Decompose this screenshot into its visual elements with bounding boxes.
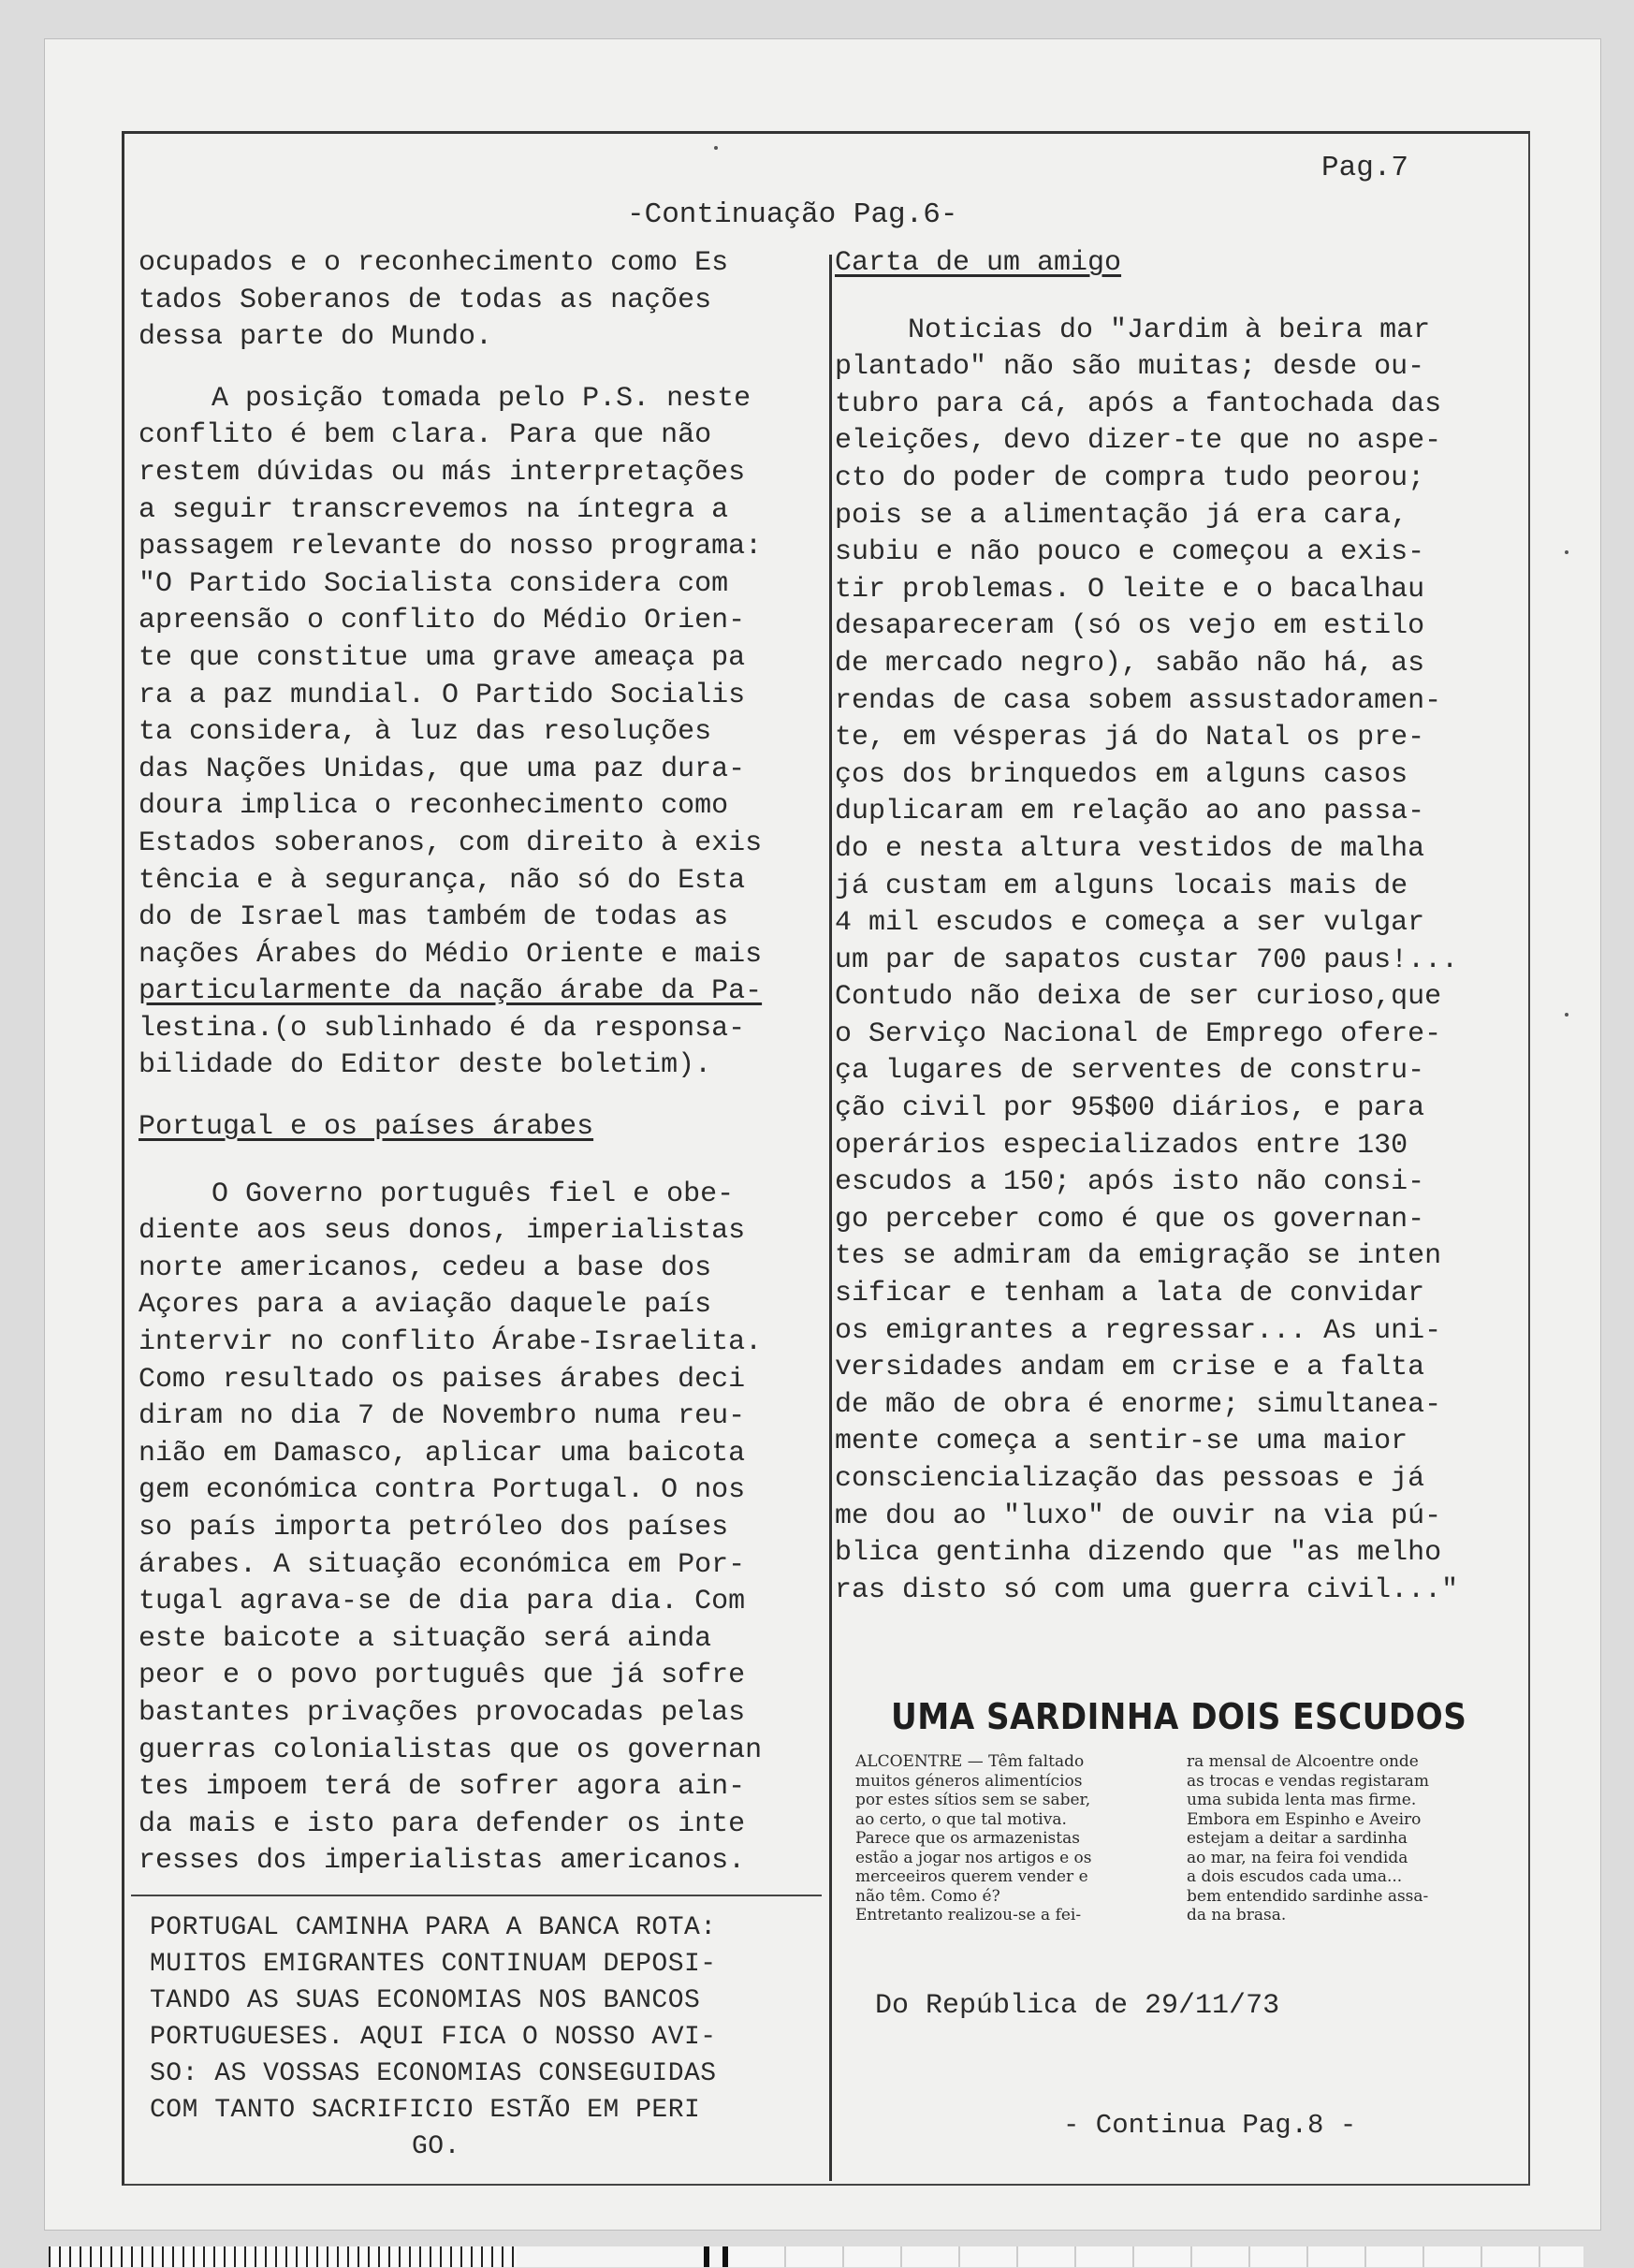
text-line: o Serviço Nacional de Emprego ofere-: [835, 1017, 1442, 1050]
clipping-headline: UMA SARDINHA DOIS ESCUDOS: [891, 1696, 1467, 1737]
text-line: intervir no conflito Árabe-Israelita.: [139, 1326, 763, 1359]
section-heading: Portugal e os países árabes: [139, 1111, 594, 1144]
text-line: tir problemas. O leite e o bacalhau: [835, 573, 1425, 606]
text-line: O Governo português fiel e obe-: [212, 1178, 735, 1210]
clipping-line: da na brasa.: [1187, 1906, 1287, 1924]
text-line: já custam em alguns locais mais de: [835, 870, 1408, 902]
text-line: um par de sapatos custar 700 paus!...: [835, 944, 1459, 976]
text-line: plantado" não são muitas; desde ou-: [835, 351, 1425, 384]
text-line: ta considera, à luz das resoluções: [139, 716, 712, 749]
text-line: operários especializados entre 130: [835, 1129, 1408, 1162]
right-column: [835, 245, 1509, 1609]
text-line: do de Israel mas também de todas as: [139, 901, 729, 934]
notice-line: SO: AS VOSSAS ECONOMIAS CONSEGUIDAS: [150, 2059, 717, 2088]
column-divider: [829, 255, 832, 2181]
clipping-line: Entretanto realizou-se a fei-: [855, 1906, 1082, 1924]
clipping-line: por estes sítios sem se saber,: [855, 1791, 1091, 1809]
text-line: doura implica o reconhecimento como: [139, 790, 729, 823]
ink-speck: [1565, 1013, 1568, 1017]
clipping-source: Do República de 29/11/73: [875, 1990, 1280, 2022]
bank-notice: [150, 1910, 824, 2165]
clipping-line: ao mar, na feira foi vendida: [1187, 1848, 1408, 1867]
notice-line: TANDO AS SUAS ECONOMIAS NOS BANCOS: [150, 1986, 701, 2015]
text-line: tência e à segurança, não só do Esta: [139, 864, 746, 897]
clipping-line: merceeiros querem vender e: [855, 1867, 1088, 1886]
text-line: escudos a 150; após isto não consi-: [835, 1166, 1425, 1199]
text-line: consciencialização das pessoas e já: [835, 1463, 1425, 1495]
text-line: do e nesta altura vestidos de malha: [835, 832, 1425, 865]
clipping-line: Parece que os armazenistas: [855, 1829, 1080, 1848]
notice-line: PORTUGUESES. AQUI FICA O NOSSO AVI-: [150, 2023, 717, 2052]
notice-line: PORTUGAL CAMINHA PARA A BANCA ROTA:: [150, 1913, 717, 1942]
text-line: apreensão o conflito do Médio Orien-: [139, 605, 746, 637]
letter-heading: Carta de um amigo: [835, 247, 1122, 279]
text-line: nações Árabes do Médio Oriente e mais: [139, 938, 763, 971]
text-line: A posição tomada pelo P.S. neste: [212, 382, 751, 415]
text-line: Contudo não deixa de ser curioso,que: [835, 981, 1442, 1014]
ink-speck: [1565, 550, 1568, 554]
text-line: norte americanos, cedeu a base dos: [139, 1251, 712, 1284]
ink-speck: [714, 146, 718, 150]
text-line: a seguir transcrevemos na íntegra a: [139, 493, 729, 526]
text-line: ra a paz mundial. O Partido Socialis: [139, 679, 746, 711]
notice-line: COM TANTO SACRIFICIO ESTÃO EM PERI: [150, 2096, 701, 2125]
notice-line: MUITOS EMIGRANTES CONTINUAM DEPOSI-: [150, 1950, 717, 1979]
text-line: so país importa petróleo dos países: [139, 1512, 729, 1544]
text-line: diram no dia 7 de Novembro numa reu-: [139, 1400, 746, 1433]
text-line: eleições, devo dizer-te que no aspe-: [835, 425, 1442, 458]
clipping-line: ALCOENTRE — Têm faltado: [855, 1752, 1085, 1771]
text-line: guerras colonialistas que os governan: [139, 1734, 763, 1766]
text-line: ços dos brinquedos em alguns casos: [835, 758, 1408, 791]
text-line: ras disto só com uma guerra civil...": [835, 1573, 1459, 1606]
text-line: versidades andam em crise e a falta: [835, 1352, 1425, 1384]
text-line: árabes. A situação económica em Por-: [139, 1548, 746, 1581]
text-line: me dou ao "luxo" de ouvir na via pú-: [835, 1500, 1442, 1532]
text-line: dessa parte do Mundo.: [139, 321, 493, 354]
text-line: rendas de casa sobem assustadoramen-: [835, 684, 1442, 717]
text-line: ção civil por 95$00 diários, e para: [835, 1092, 1425, 1125]
notice-separator: [131, 1895, 822, 1896]
text-line: da mais e isto para defender os inte: [139, 1807, 746, 1840]
text-line: nião em Damasco, aplicar uma baicota: [139, 1437, 746, 1470]
portugal-paragraph: [139, 1177, 822, 1880]
ps-position-paragraph: [139, 381, 822, 1085]
text-line: tes impoem terá de sofrer agora ain-: [139, 1771, 746, 1804]
text-line: cto do poder de compra tudo peorou;: [835, 461, 1425, 494]
text-line: te que constitue uma grave ameaça pa: [139, 641, 746, 674]
text-line: das Nações Unidas, que uma paz dura-: [139, 753, 746, 785]
text-line: de mão de obra é enorme; simultanea-: [835, 1388, 1442, 1421]
text-line: Como resultado os paises árabes deci: [139, 1363, 746, 1396]
text-line: lestina.(o sublinhado é da responsa-: [139, 1012, 746, 1045]
text-line: tugal agrava-se de dia para dia. Com: [139, 1586, 746, 1618]
clipping-line: Embora em Espinho e Aveiro: [1187, 1809, 1422, 1829]
text-line: tubro para cá, após a fantochada das: [835, 388, 1442, 420]
text-line: bastantes privações provocadas pelas: [139, 1696, 746, 1729]
text-line: bilidade do Editor deste boletim).: [139, 1049, 712, 1082]
clipping-line: ra mensal de Alcoentre onde: [1187, 1752, 1419, 1771]
clipping-line: não têm. Como é?: [855, 1886, 1000, 1906]
text-line: diente aos seus donos, imperialistas: [139, 1215, 746, 1248]
intro-paragraph: [139, 245, 822, 357]
text-line: restem dúvidas ou más interpretações: [139, 456, 746, 489]
continued-from: -Continuação Pag.6-: [627, 198, 958, 231]
underlined-line: particularmente da nação árabe da Pa-: [139, 975, 763, 1008]
text-line: Açores para a aviação daquele país: [139, 1289, 712, 1322]
text-line: pois se a alimentação já era cara,: [835, 499, 1408, 532]
clipping-line: as trocas e vendas registaram: [1187, 1771, 1430, 1791]
text-line: peor e o povo português que já sofre: [139, 1660, 746, 1692]
text-line: go perceber como é que os governan-: [835, 1203, 1425, 1236]
clipping-line: estão a jogar nos artigos e os: [855, 1848, 1092, 1867]
left-column: [139, 245, 822, 1880]
notice-line: GO.: [412, 2132, 460, 2161]
text-line: de mercado negro), sabão não há, as: [835, 647, 1425, 680]
text-line: Estados soberanos, com direito à exis: [139, 827, 763, 859]
text-line: sificar e tenham a lata de convidar: [835, 1278, 1425, 1310]
text-line: blica gentinha dizendo que "as melho: [835, 1537, 1442, 1570]
text-line: 4 mil escudos e começa a ser vulgar: [835, 907, 1425, 940]
text-line: tes se admiram da emigração se inten: [835, 1240, 1442, 1273]
clipping-column-a: [855, 1752, 1092, 1925]
text-line: te, em vésperas já do Natal os pre-: [835, 722, 1425, 754]
text-line: resses dos imperialistas americanos.: [139, 1845, 746, 1878]
text-line: mente começa a sentir-se uma maior: [835, 1426, 1408, 1458]
clipping-line: uma subida lenta mas firme.: [1187, 1791, 1417, 1809]
clipping-line: bem entendido sardinhe assa-: [1187, 1886, 1429, 1906]
color-scale-strip: [49, 2246, 1583, 2267]
text-line: tados Soberanos de todas as nações: [139, 284, 712, 316]
text-line: Noticias do "Jardim à beira mar: [908, 314, 1431, 346]
text-line: ça lugares de serventes de constru-: [835, 1055, 1425, 1088]
clipping-line: estejam a deitar a sardinha: [1187, 1829, 1408, 1848]
letter-paragraph: [835, 313, 1509, 1610]
text-line: desapareceram (só os vejo em estilo: [835, 610, 1425, 643]
text-line: os emigrantes a regressar... As uni-: [835, 1314, 1442, 1347]
text-line: "O Partido Socialista considera com: [139, 567, 729, 600]
text-line: passagem relevante do nosso programa:: [139, 531, 763, 563]
clipping-line: a dois escudos cada uma...: [1187, 1867, 1403, 1886]
text-line: conflito é bem clara. Para que não: [139, 419, 712, 452]
continued-to: - Continua Pag.8 -: [1063, 2110, 1357, 2141]
clipping-column-b: [1187, 1752, 1429, 1925]
text-line: gem económica contra Portugal. O nos: [139, 1474, 746, 1507]
page-number: Pag.7: [1321, 152, 1409, 184]
clipping-line: ao certo, o que tal motiva.: [855, 1809, 1067, 1829]
text-line: ocupados e o reconhecimento como Es: [139, 247, 729, 279]
text-line: duplicaram em relação ao ano passa-: [835, 796, 1425, 828]
text-line: este baicote a situação será ainda: [139, 1622, 712, 1655]
text-line: subiu e não pouco e começou a exis-: [835, 536, 1425, 569]
clipping-line: muitos géneros alimentícios: [855, 1771, 1083, 1791]
